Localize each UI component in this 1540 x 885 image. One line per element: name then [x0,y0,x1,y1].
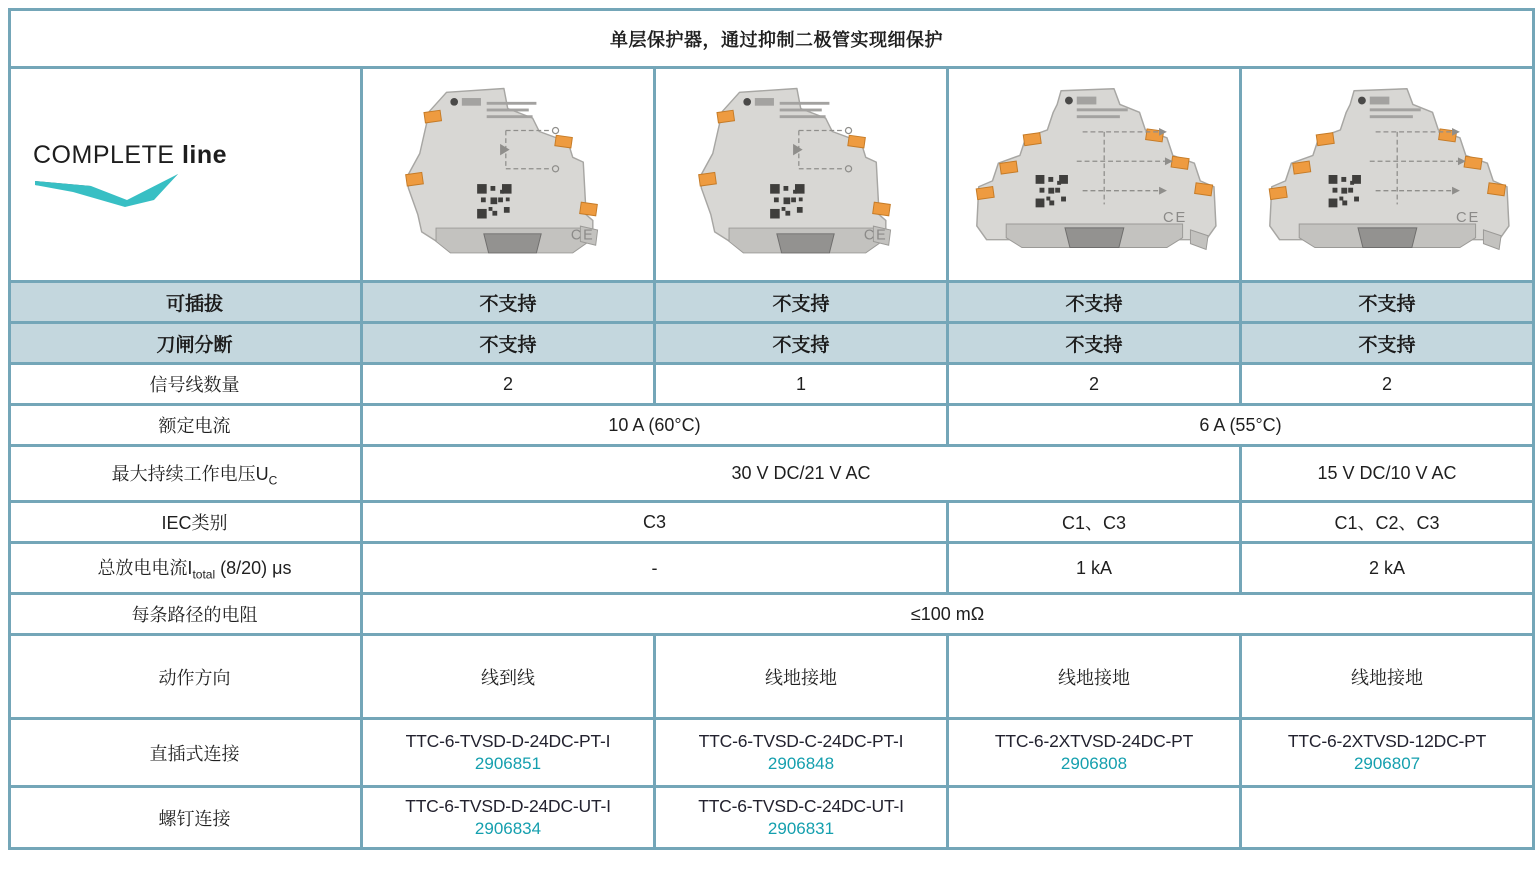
logo-text [33,141,360,170]
complete-line-logo [11,141,360,208]
cell-knife-2: 不支持 [655,323,948,364]
cell-iec-1-2: C3 [362,502,948,543]
row-label-action-direction: 动作方向 [10,635,362,719]
part-number: TTC-6-TVSD-D-24DC-PT-I [405,730,611,751]
order-number: 2906848 [767,754,835,774]
cell-iec-3: C1、C3 [948,502,1241,543]
spec-table [8,8,1535,850]
logo-word-line: line [181,141,228,169]
cell-discharge-1-2: - [362,543,948,594]
ce-mark: CE [1162,209,1187,226]
product-image-2 [655,68,948,282]
surge-protector-3tier-image [1260,77,1515,273]
row-label-iec-category: IEC类别 [10,502,362,543]
cell-pushin-4 [1241,719,1534,787]
cell-direction-1: 线到线 [362,635,655,719]
part-number: TTC-6-2XTVSD-24DC-PT [994,730,1194,751]
ce-mark: CE [864,227,888,244]
row-label-total-discharge-current [10,543,362,594]
max-voltage-label-subscript: C [268,473,278,488]
cell-pushin-3 [948,719,1241,787]
part-number: TTC-6-TVSD-C-24DC-UT-I [698,795,904,816]
cell-signal-2: 1 [655,364,948,405]
order-number: 2906851 [474,754,542,774]
order-number: 2906807 [1353,754,1421,774]
cell-direction-3: 线地接地 [948,635,1241,719]
surge-protector-2tier-image [686,77,915,273]
cell-pluggable-3: 不支持 [948,282,1241,323]
product-image-1 [362,68,655,282]
order-number: 2906831 [767,819,835,839]
discharge-label-suffix: (8/20) μs [215,558,292,579]
row-label-signal-line-count: 信号线数量 [10,364,362,405]
row-label-knife-disconnection: 刀闸分断 [10,323,362,364]
surge-protector-3tier-image [967,77,1222,273]
product-image-4 [1241,68,1534,282]
cell-pluggable-4: 不支持 [1241,282,1534,323]
row-label-max-operating-voltage [10,446,362,502]
cell-voltage-1-3: 30 V DC/21 V AC [362,446,1241,502]
cell-current-1-2: 10 A (60°C) [362,405,948,446]
cell-screw-1 [362,787,655,849]
ce-mark: CE [1455,209,1480,226]
cell-voltage-4: 15 V DC/10 V AC [1241,446,1534,502]
cell-direction-2: 线地接地 [655,635,948,719]
cell-signal-4: 2 [1241,364,1534,405]
cell-discharge-3: 1 kA [948,543,1241,594]
brand-cell [10,68,362,282]
surge-protector-2tier-image [393,77,622,273]
row-label-pluggable: 可插拔 [10,282,362,323]
product-image-3 [948,68,1241,282]
cell-current-3-4: 6 A (55°C) [948,405,1534,446]
cell-pushin-1 [362,719,655,787]
cell-discharge-4: 2 kA [1241,543,1534,594]
cell-pluggable-1: 不支持 [362,282,655,323]
page-title: 单层保护器，通过抑制二极管实现细保护 [10,10,1534,68]
cell-iec-4: C1、C2、C3 [1241,502,1534,543]
row-label-push-in-connection: 直插式连接 [10,719,362,787]
row-label-nominal-current: 额定电流 [10,405,362,446]
part-number: TTC-6-TVSD-D-24DC-UT-I [405,795,611,816]
cell-screw-2 [655,787,948,849]
cell-pluggable-2: 不支持 [655,282,948,323]
logo-swoosh-icon [33,172,185,208]
cell-direction-4: 线地接地 [1241,635,1534,719]
logo-word-complete: COMPLETE [33,141,175,169]
cell-knife-1: 不支持 [362,323,655,364]
cell-knife-4: 不支持 [1241,323,1534,364]
cell-screw-4 [1241,787,1534,849]
cell-signal-3: 2 [948,364,1241,405]
row-label-screw-connection: 螺钉连接 [10,787,362,849]
cell-knife-3: 不支持 [948,323,1241,364]
discharge-label-subscript: total [192,567,216,582]
row-label-path-resistance: 每条路径的电阻 [10,594,362,635]
part-number: TTC-6-TVSD-C-24DC-PT-I [698,730,904,751]
order-number: 2906834 [474,819,542,839]
cell-screw-3 [948,787,1241,849]
order-number: 2906808 [1060,754,1128,774]
cell-signal-1: 2 [362,364,655,405]
cell-resistance-1-4: ≤100 mΩ [362,594,1534,635]
part-number: TTC-6-2XTVSD-12DC-PT [1287,730,1487,751]
cell-pushin-2 [655,719,948,787]
max-voltage-label-text: 最大持续工作电压U [111,463,269,484]
discharge-label-text: 总放电电流I [97,558,193,579]
ce-mark: CE [571,227,595,244]
